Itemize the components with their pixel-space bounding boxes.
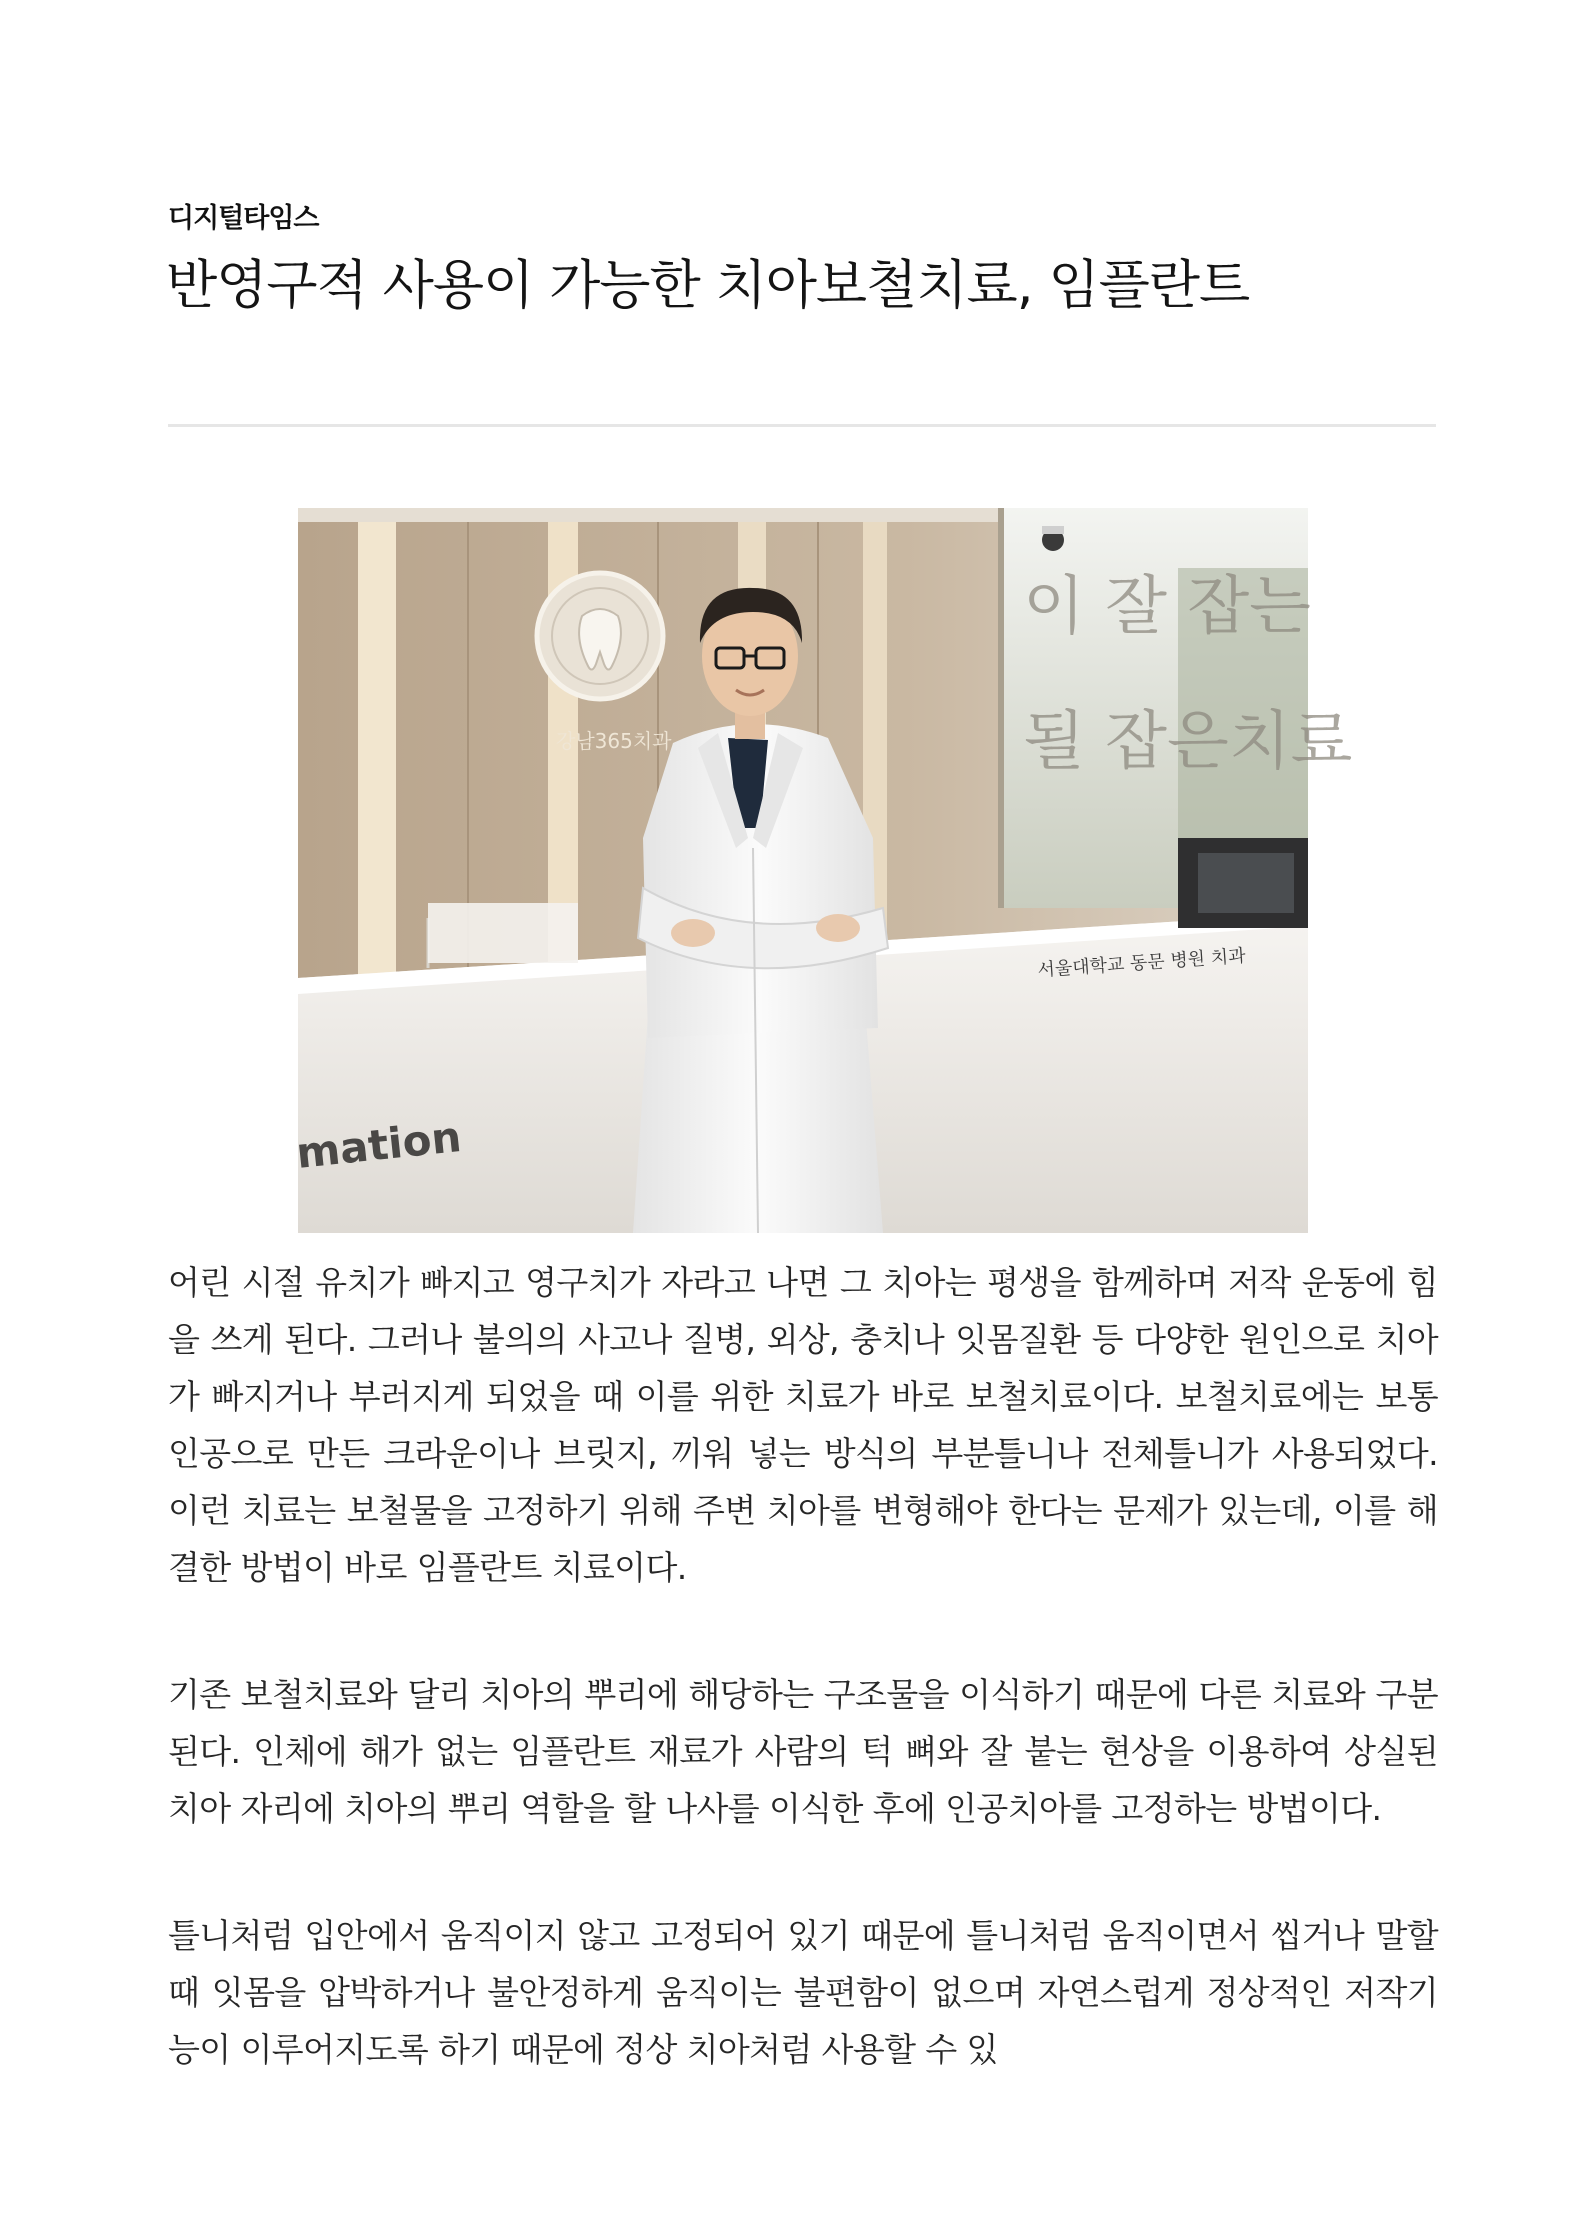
wall-logo-text: 강남365치과 xyxy=(556,729,672,753)
window-text-top: 이 잘 잡는 xyxy=(1023,570,1311,644)
article-paragraph: 기존 보철치료와 달리 치아의 뿌리에 해당하는 구조물을 이식하기 때문에 다른 치료와 구분된다. 인체에 해가 없는 임플란트 재료가 사람의 턱 뼈와 잘 붙는 현상을 이용하여 상실된 치아 자리에 치아의 뿌리 역할을 할 나사를 이식한 후에 인공치아를 고정하는 방법이다. xyxy=(168,1675,1438,1828)
article-photo xyxy=(293,508,1353,1233)
article-body xyxy=(168,1254,1438,2148)
header-divider xyxy=(168,424,1436,427)
publisher-logo: 디지털타임스 xyxy=(168,203,319,234)
desk-sign-text: 서울대학교 동문 병원 치과 xyxy=(1036,945,1247,981)
article-paragraph: 틀니처럼 입안에서 움직이지 않고 고정되어 있기 때문에 틀니처럼 움직이면서 씹거나 말할 때 잇몸을 압박하거나 불안정하게 움직이는 불편함이 없으며 자연스럽게 정상적인 저작기능이 이루어지도록 하기 때문에 정상 치아처럼 사용할 수 있 xyxy=(168,1916,1438,2069)
desk-front-text: mation xyxy=(293,1111,464,1178)
window-text-bottom: 될 잡은치료 xyxy=(1023,705,1353,779)
article-headline: 반영구적 사용이 가능한 치아보철치료, 임플란트 xyxy=(166,255,1250,316)
article-paragraph: 어린 시절 유치가 빠지고 영구치가 자라고 나면 그 치아는 평생을 함께하며 저작 운동에 힘을 쓰게 된다. 그러나 불의의 사고나 질병, 외상, 충치나 잇몸질환 등 다양한 원인으로 치아가 빠지거나 부러지게 되었을 때 이를 위한 치료가 바로 보철치료이다. 보철치료에는 보통 인공으로 만든 크라운이나 브릿지, 끼워 넣는 방식의 부분틀니나 전체틀니가 사용되었다. 이런 치료는 보철물을 고정하기 위해 주변 치아를 변형해야 한다는 문제가 있는데, 이를 해결한 방법이 바로 임플란트 치료이다. xyxy=(168,1263,1438,1587)
